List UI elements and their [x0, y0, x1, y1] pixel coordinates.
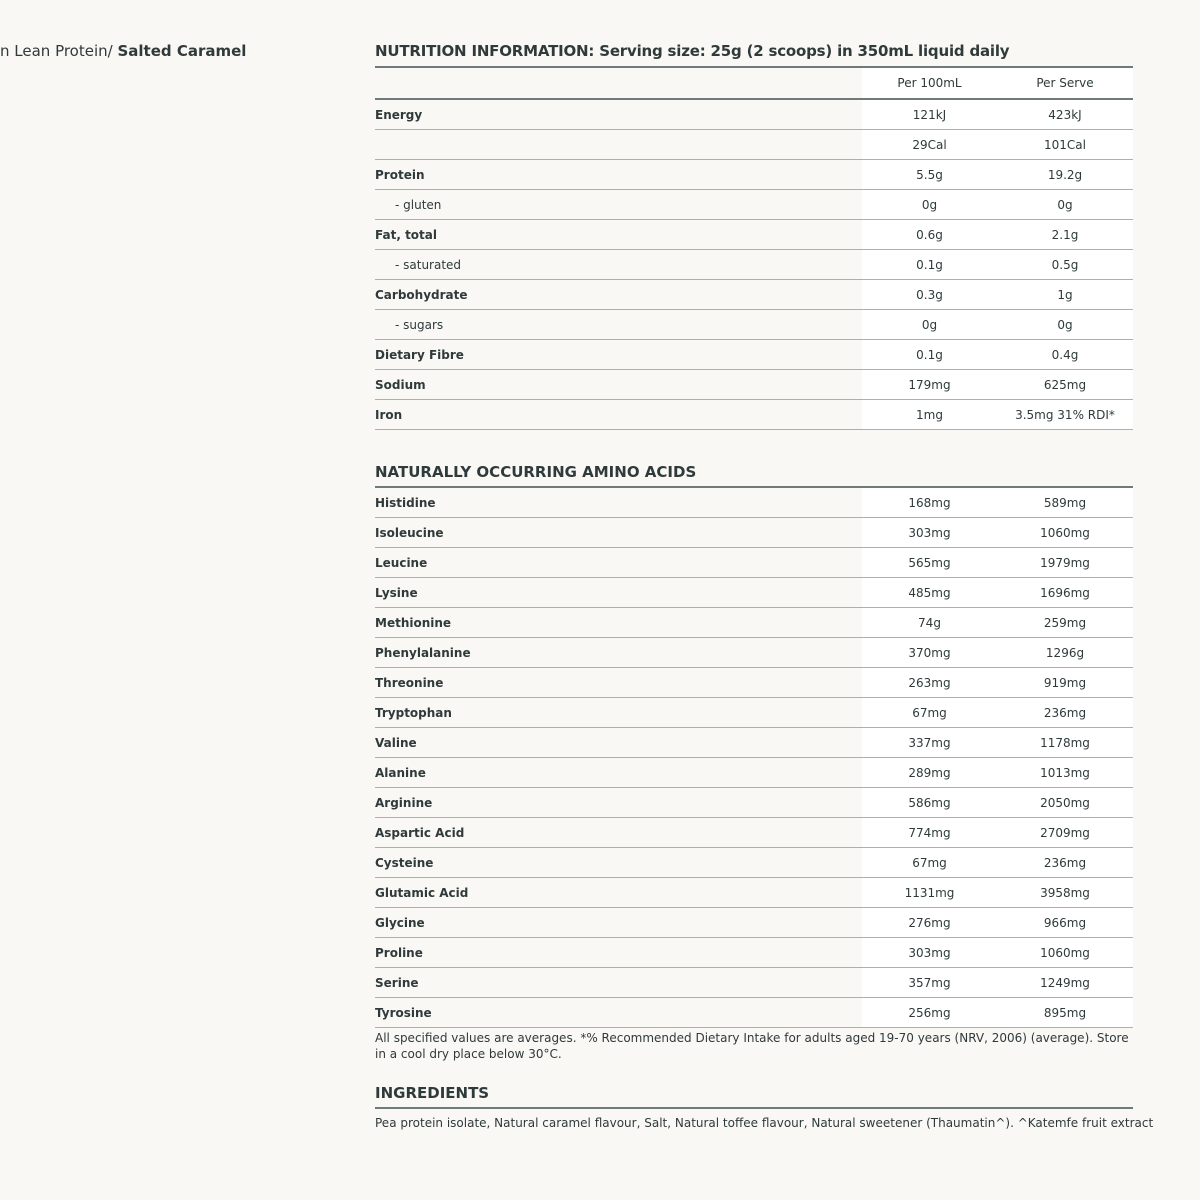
table-row: [375, 548, 1133, 578]
row-label: - sugars: [375, 310, 862, 340]
row-label: Energy: [375, 99, 862, 130]
row-label: Iron: [375, 400, 862, 430]
per-100ml-value: 357mg: [862, 968, 997, 998]
per-serve-value: 3.5mg 31% RDI*: [997, 400, 1133, 430]
table-row: [375, 99, 1133, 130]
row-label: [375, 130, 862, 160]
row-label: Proline: [375, 938, 862, 968]
ingredients-text: Pea protein isolate, Natural caramel flavour, Salt, Natural toffee flavour, Natural sweetener (Thaumatin^). ^Katemfe fruit extract: [375, 1116, 1154, 1130]
per-serve-value: 1249mg: [997, 968, 1133, 998]
row-label: Isoleucine: [375, 518, 862, 548]
table-row: [375, 878, 1133, 908]
footnote: All specified values are averages. *% Recommended Dietary Intake for adults aged 19-70 years (NRV, 2006) (average). Store in a cool dry place below 30°C.: [375, 1031, 1129, 1061]
table-row: [375, 130, 1133, 160]
row-label: Alanine: [375, 758, 862, 788]
table-row: [375, 968, 1133, 998]
per-100ml-value: 0.6g: [862, 220, 997, 250]
per-serve-value: 1013mg: [997, 758, 1133, 788]
per-100ml-value: 67mg: [862, 698, 997, 728]
per-serve-value: 0.4g: [997, 340, 1133, 370]
row-label: Glutamic Acid: [375, 878, 862, 908]
per-100ml-value: 1131mg: [862, 878, 997, 908]
table-row: [375, 998, 1133, 1028]
row-label: Serine: [375, 968, 862, 998]
ingredients-rule: [375, 1107, 1133, 1109]
per-serve-value: 0.5g: [997, 250, 1133, 280]
table-row: [375, 788, 1133, 818]
row-label: Protein: [375, 160, 862, 190]
per-serve-value: 1060mg: [997, 518, 1133, 548]
per-100ml-value: 121kJ: [862, 99, 997, 130]
table-row: [375, 400, 1133, 430]
table-row: [375, 818, 1133, 848]
table-row: [375, 668, 1133, 698]
per-serve-value: 919mg: [997, 668, 1133, 698]
row-label: Aspartic Acid: [375, 818, 862, 848]
per-serve-value: 259mg: [997, 608, 1133, 638]
row-label: Threonine: [375, 668, 862, 698]
table-row: [375, 608, 1133, 638]
table-row: [375, 758, 1133, 788]
nutrition-title: NUTRITION INFORMATION: Serving size: 25g (2 scoops) in 350mL liquid daily: [375, 42, 1010, 60]
per-100ml-value: 0.3g: [862, 280, 997, 310]
ingredients-title: INGREDIENTS: [375, 1084, 490, 1102]
amino-title: NATURALLY OCCURRING AMINO ACIDS: [375, 463, 697, 481]
per-serve-value: 236mg: [997, 698, 1133, 728]
per-serve-value: 2.1g: [997, 220, 1133, 250]
nutrition-header-row: [375, 68, 1133, 99]
table-row: [375, 938, 1133, 968]
per-serve-value: 19.2g: [997, 160, 1133, 190]
row-label: Glycine: [375, 908, 862, 938]
per-serve-value: 236mg: [997, 848, 1133, 878]
table-row: [375, 280, 1133, 310]
row-label: - gluten: [375, 190, 862, 220]
table-row: [375, 220, 1133, 250]
per-100ml-value: 485mg: [862, 578, 997, 608]
per-serve-value: 0g: [997, 310, 1133, 340]
table-row: [375, 250, 1133, 280]
per-100ml-value: 67mg: [862, 848, 997, 878]
breadcrumb-prefix: n Lean Protein/: [0, 42, 118, 60]
table-row: [375, 578, 1133, 608]
row-label: Leucine: [375, 548, 862, 578]
table-row: [375, 638, 1133, 668]
table-row: [375, 698, 1133, 728]
per-serve-value: 423kJ: [997, 99, 1133, 130]
row-label: Tryptophan: [375, 698, 862, 728]
row-label: Cysteine: [375, 848, 862, 878]
per-100ml-value: 168mg: [862, 488, 997, 518]
per-serve-value: 101Cal: [997, 130, 1133, 160]
per-100ml-value: 256mg: [862, 998, 997, 1028]
amino-table: [375, 488, 1133, 1028]
col-per-100ml: Per 100mL: [862, 68, 997, 99]
per-100ml-value: 370mg: [862, 638, 997, 668]
per-100ml-value: 303mg: [862, 518, 997, 548]
table-row: [375, 310, 1133, 340]
per-100ml-value: 337mg: [862, 728, 997, 758]
per-100ml-value: 774mg: [862, 818, 997, 848]
per-serve-value: 589mg: [997, 488, 1133, 518]
per-serve-value: 2709mg: [997, 818, 1133, 848]
per-serve-value: 1178mg: [997, 728, 1133, 758]
row-label: Lysine: [375, 578, 862, 608]
per-serve-value: 1060mg: [997, 938, 1133, 968]
nutrition-table: [375, 68, 1133, 430]
row-label: - saturated: [375, 250, 862, 280]
per-100ml-value: 0.1g: [862, 340, 997, 370]
table-row: [375, 488, 1133, 518]
row-label: Tyrosine: [375, 998, 862, 1028]
per-serve-value: 1g: [997, 280, 1133, 310]
row-label: Fat, total: [375, 220, 862, 250]
per-100ml-value: 0g: [862, 310, 997, 340]
breadcrumb: [0, 42, 246, 60]
col-per-serve: Per Serve: [997, 68, 1133, 99]
per-serve-value: 0g: [997, 190, 1133, 220]
per-serve-value: 966mg: [997, 908, 1133, 938]
row-label: Sodium: [375, 370, 862, 400]
per-100ml-value: 74g: [862, 608, 997, 638]
table-row: [375, 908, 1133, 938]
per-100ml-value: 1mg: [862, 400, 997, 430]
per-100ml-value: 179mg: [862, 370, 997, 400]
table-row: [375, 160, 1133, 190]
per-100ml-value: 289mg: [862, 758, 997, 788]
per-serve-value: 1696mg: [997, 578, 1133, 608]
breadcrumb-flavour: Salted Caramel: [117, 42, 247, 60]
row-label: Histidine: [375, 488, 862, 518]
table-row: [375, 728, 1133, 758]
row-label: Carbohydrate: [375, 280, 862, 310]
table-row: [375, 340, 1133, 370]
per-serve-value: 1979mg: [997, 548, 1133, 578]
per-100ml-value: 263mg: [862, 668, 997, 698]
per-serve-value: 625mg: [997, 370, 1133, 400]
table-row: [375, 848, 1133, 878]
table-row: [375, 190, 1133, 220]
per-100ml-value: 29Cal: [862, 130, 997, 160]
per-100ml-value: 0.1g: [862, 250, 997, 280]
row-label: Phenylalanine: [375, 638, 862, 668]
table-row: [375, 370, 1133, 400]
per-100ml-value: 586mg: [862, 788, 997, 818]
per-serve-value: 3958mg: [997, 878, 1133, 908]
per-100ml-value: 0g: [862, 190, 997, 220]
per-serve-value: 1296g: [997, 638, 1133, 668]
row-label: Methionine: [375, 608, 862, 638]
per-100ml-value: 565mg: [862, 548, 997, 578]
row-label: Arginine: [375, 788, 862, 818]
per-serve-value: 2050mg: [997, 788, 1133, 818]
per-100ml-value: 303mg: [862, 938, 997, 968]
per-serve-value: 895mg: [997, 998, 1133, 1028]
row-label: Dietary Fibre: [375, 340, 862, 370]
table-row: [375, 518, 1133, 548]
per-100ml-value: 276mg: [862, 908, 997, 938]
row-label: Valine: [375, 728, 862, 758]
per-100ml-value: 5.5g: [862, 160, 997, 190]
